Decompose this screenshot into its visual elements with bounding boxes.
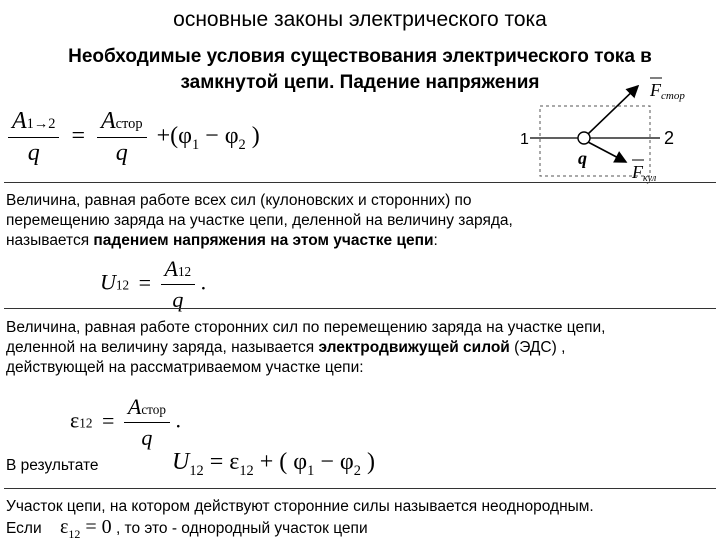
section-divider-2 [4, 308, 716, 309]
subscript-1: 1 [191, 136, 200, 153]
potential-difference [156, 123, 260, 153]
symbol-q-2: q [115, 140, 128, 166]
subtitle-line-1: Необходимые условия существования электрического тока в [68, 46, 652, 67]
footer-eps-equals-zero: = 0 [80, 516, 112, 538]
charge-label: q [578, 148, 587, 168]
equals-sign-2: = [138, 269, 151, 295]
result-tail-open: + ( φ [259, 449, 308, 475]
para2-suffix: (ЭДС) , [509, 339, 566, 356]
subscript-12-num: 12 [177, 264, 192, 279]
force-kul-arrow [588, 142, 626, 162]
footer-epsilon: ε [59, 516, 69, 538]
symbol-a: A [12, 108, 27, 134]
fraction-a12-q-2 [161, 256, 196, 313]
result-tail-close: ) [360, 449, 375, 475]
result-tail [259, 449, 375, 479]
point-label-1: 1 [520, 131, 529, 148]
symbol-q-3: q [172, 287, 184, 312]
para2-line-2 [6, 338, 712, 358]
symbol-q-4: q [141, 425, 153, 450]
result-label: В результате [6, 457, 99, 474]
term-voltage-drop: падением напряжения на этом участке цепи [93, 232, 434, 249]
fraction-a12-q [8, 108, 59, 167]
formula-emf [70, 394, 181, 451]
footer-text [6, 497, 712, 544]
potential-close: ) [245, 123, 260, 150]
para2-line-1: Величина, равная работе сторонних сил по перемещению заряда на участке цепи, [6, 319, 606, 336]
symbol-a-stor: A [101, 108, 116, 134]
para1-suffix: : [433, 232, 438, 249]
fraction-astor-q [97, 108, 147, 167]
footer-line2-suffix: , то это - однородный участок цепи [115, 520, 368, 537]
para2-line-3: действующей на рассматриваемом участке цепи: [6, 359, 364, 376]
para1-line-1: Величина, равная работе всех сил (кулоновских и сторонних) по [6, 192, 472, 209]
subscript-12-eps: 12 [79, 415, 93, 431]
subscript-12: 12 [115, 277, 130, 293]
formula-eps-zero [59, 516, 112, 541]
period-2: . [175, 407, 181, 433]
symbol-a-12: A [164, 256, 178, 281]
symbol-u-result: U [172, 449, 190, 475]
period: . [200, 269, 207, 295]
term-emf: электродвижущей силой [318, 339, 510, 356]
subscript-12-result: 12 [189, 462, 204, 479]
equals-epsilon: = ε [209, 449, 240, 475]
section-divider [4, 182, 716, 183]
result-subscript-1: 1 [307, 462, 315, 479]
equals-sign-3: = [101, 407, 115, 433]
potential-minus: − φ [199, 123, 239, 150]
paragraph-voltage-drop [6, 191, 712, 251]
subscript-1-2: 1→2 [26, 116, 56, 132]
force-stor-arrow [588, 86, 638, 134]
result-tail-minus: − φ [314, 449, 354, 475]
subscript-2: 2 [238, 136, 246, 153]
fraction-astor-q-2 [124, 394, 170, 451]
page-title: основные законы электрического тока [173, 8, 547, 31]
subscript-stor: стор [115, 116, 143, 132]
footer-line-1: Участок цепи, на котором действуют сторонние силы называется неоднородным. [6, 498, 594, 515]
para1-line-2: перемещению заряда на участке цепи, деленной на величину заряда, [6, 212, 513, 229]
footer-if: Если [6, 520, 46, 537]
equals-sign: = [71, 123, 85, 150]
symbol-epsilon: ε [70, 407, 80, 433]
paragraph-emf [6, 318, 712, 378]
force-stor-label: Fстор [650, 80, 685, 102]
subscript-12-eps-result: 12 [239, 462, 254, 479]
force-kul-label: Fкул [632, 162, 657, 184]
point-label-2: 2 [664, 128, 675, 148]
footer-eps-subscript: 12 [68, 527, 81, 541]
formula-result [172, 449, 375, 480]
para1-prefix: называется [6, 232, 94, 249]
symbol-q: q [27, 140, 40, 166]
para2-prefix: деленной на величину заряда, называется [6, 339, 319, 356]
section-divider-3 [4, 488, 716, 489]
formula-voltage [100, 256, 206, 313]
formula-work-potential [8, 108, 260, 167]
potential-open: +(φ [156, 123, 192, 150]
subtitle-line-2: замкнутой цепи. Падение напряжения [180, 72, 540, 93]
circuit-section-diagram [500, 72, 716, 188]
para1-line-3 [6, 231, 712, 251]
symbol-u: U [100, 269, 116, 295]
result-subscript-2: 2 [353, 462, 361, 479]
symbol-a-stor-2: A [127, 394, 142, 419]
subscript-stor-2: стор [141, 402, 166, 417]
